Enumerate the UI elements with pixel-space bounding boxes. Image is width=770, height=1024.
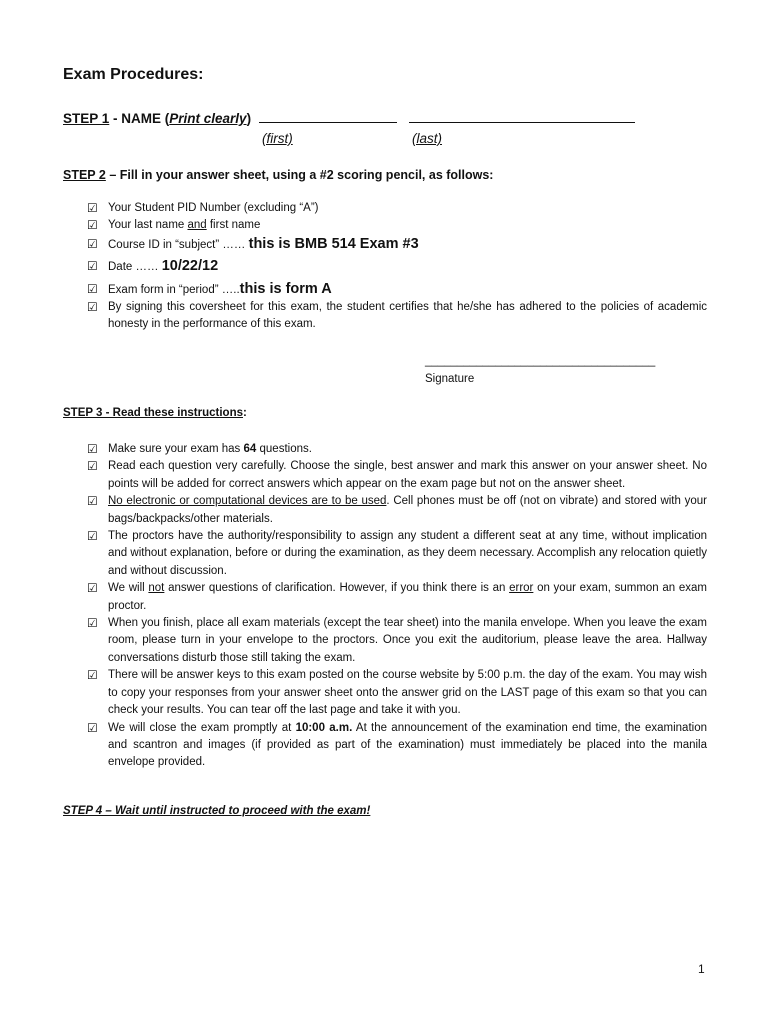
item-underline: and — [187, 219, 207, 232]
list-item — [87, 299, 707, 334]
list-item — [87, 580, 707, 615]
list-item — [87, 493, 707, 528]
signature-label: Signature — [425, 373, 475, 385]
checkbox-icon: ☑ — [87, 616, 98, 631]
item-text: questions. — [256, 443, 312, 455]
list-item — [87, 217, 707, 234]
first-name-caption: (first) — [262, 131, 293, 146]
page-title: Exam Procedures: — [63, 66, 204, 83]
checkbox-icon: ☑ — [87, 459, 98, 474]
course-id-value: this is BMB 514 Exam #3 — [248, 235, 419, 252]
item-text: answer questions of clarification. However, if you think there is an — [164, 582, 510, 595]
end-time: 10:00 a.m. — [295, 721, 353, 734]
checkbox-icon: ☑ — [87, 442, 98, 456]
item-text: There will be answer keys to this exam posted on the course website by 5:00 p.m. the day of the exam. You may wish to copy your responses from your answer sheet onto the answer grid on the LAST page of this exam so that you can check your results. You can tear off the last page and take it with you. — [108, 669, 707, 717]
item-text: Read each question very carefully. Choose the single, best answer and mark this answer on your answer sheet. No points will be added for correct answers which appear on the exam page but not on the answer sheet. — [108, 460, 707, 490]
item-text: The proctors have the authority/responsibility to assign any student a different seat at any time, without implication and without explanation, before or during the examination, as they deem necessary. Accomplish any relocation quietly and without discussion. — [108, 530, 707, 577]
step3-heading — [63, 407, 247, 419]
item-text: We will — [108, 582, 149, 595]
checkbox-icon: ☑ — [87, 259, 98, 274]
item-underline: not — [148, 582, 165, 595]
item-text: At the announcement of the examination end time, the examination and scantron and images (if provided as part of the examination) must immediately be placed into the manila envelope provided. — [108, 721, 707, 769]
list-item — [87, 720, 707, 772]
step1-name-row — [63, 110, 635, 126]
list-item — [87, 667, 707, 719]
last-name-blank — [409, 110, 635, 123]
step3-list — [87, 441, 707, 772]
checkbox-icon: ☑ — [87, 668, 98, 683]
page-number: 1 — [698, 962, 705, 976]
list-item — [87, 236, 707, 254]
last-name-caption: (last) — [412, 131, 442, 146]
item-text: Course ID in “subject” …… — [108, 238, 249, 251]
question-count: 64 — [243, 443, 257, 455]
form-value: this is form A — [239, 280, 332, 297]
item-text: Exam form in “period” ….. — [108, 283, 240, 296]
step2-heading — [63, 168, 493, 182]
date-value: 10/22/12 — [161, 258, 219, 275]
item-text: We will close the exam promptly at — [108, 721, 296, 734]
item-text: By signing this coversheet for this exam, the student certifies that he/she has adhered to the policies of academic honesty in the performance of this exam. — [108, 301, 707, 331]
list-item — [87, 615, 707, 667]
item-text: Your Student PID Number (excluding “A”) — [108, 202, 319, 214]
item-text: first name — [206, 219, 261, 232]
checkbox-icon: ☑ — [87, 720, 98, 735]
item-underline: No electronic or computational devices are to be used — [108, 495, 387, 508]
step1-label: STEP 1 — [63, 111, 110, 126]
list-item — [87, 528, 707, 580]
checkbox-icon: ☑ — [87, 218, 98, 233]
step3-label: STEP 3 - Read these instructions — [63, 407, 244, 419]
first-name-blank — [259, 110, 397, 123]
step3-colon: : — [243, 407, 247, 419]
step1-sep: - NAME ( — [109, 111, 170, 126]
item-text: Date …… — [108, 261, 162, 274]
item-text: . Cell phones must be off (not on vibrate) and stored with your bags/backpacks/other materials. — [108, 495, 707, 525]
checkbox-icon: ☑ — [87, 529, 98, 544]
item-text: When you finish, place all exam materials (except the tear sheet) into the manila envelope. When you leave the exam room, please turn in your envelope to the proctors. Once you exit the auditorium, please leave the area. Hallway conversations disturb those still taking the exam. — [108, 617, 707, 664]
step2-label: STEP 2 — [63, 168, 106, 182]
item-underline: error — [509, 582, 534, 595]
list-item — [87, 458, 707, 493]
checkbox-icon: ☑ — [87, 581, 98, 596]
checkbox-icon: ☑ — [87, 494, 98, 509]
step1-print-clearly: Print clearly — [169, 111, 247, 126]
signature-line: ____________________________________ — [425, 355, 656, 367]
step2-text: – Fill in your answer sheet, using a #2 scoring pencil, as follows: — [105, 168, 494, 182]
list-item — [87, 258, 707, 276]
list-item — [87, 441, 707, 458]
item-text: Make sure your exam has — [108, 443, 244, 455]
step4-heading: STEP 4 – Wait until instructed to proceed with the exam! — [63, 805, 371, 817]
list-item — [87, 200, 707, 217]
checkbox-icon: ☑ — [87, 236, 98, 251]
step2-list — [87, 200, 707, 334]
item-text: on your exam, summon an exam proctor. — [108, 582, 707, 612]
checkbox-icon: ☑ — [87, 201, 98, 215]
item-text: Your last name — [108, 219, 188, 232]
checkbox-icon: ☑ — [87, 281, 98, 296]
checkbox-icon: ☑ — [87, 300, 98, 315]
step1-close: ) — [246, 111, 252, 126]
list-item — [87, 281, 707, 299]
